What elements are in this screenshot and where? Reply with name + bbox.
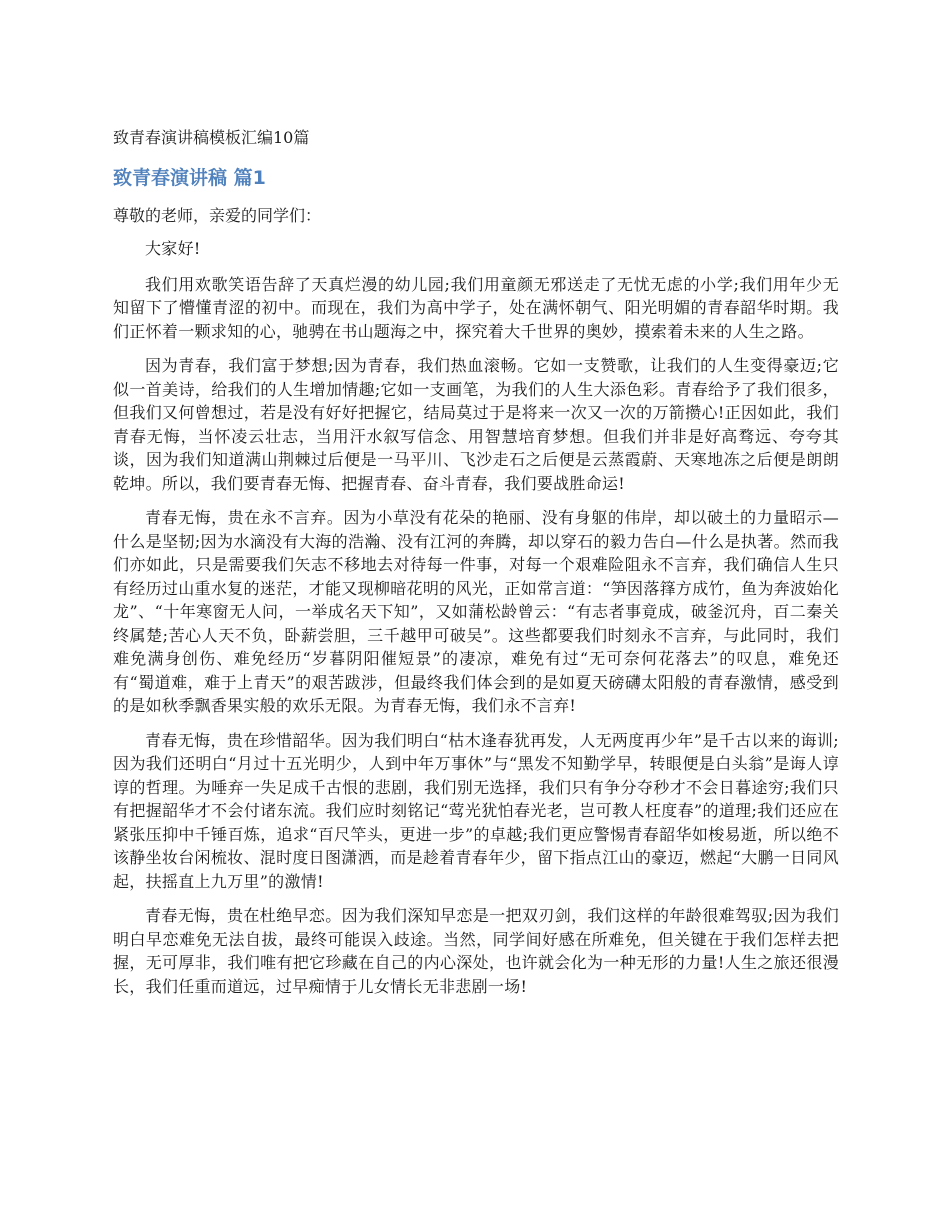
paragraph: 青春无悔，贵在珍惜韶华。因为我们明白“枯木逢春犹再发，人无两度再少年”是千古以来的诲训;因为我们还明白“月过十五光明少，人到中年万事休”与“黑发不知勤学早，转眼便是白头翁”是诲人谆谆的哲理。为唾弃一失足成千古恨的悲剧，我们别无选择，我们只有争分夺秒才不会日暮途穷;我们只有把握韶华才不会付诸东流。我们应时刻铭记“莺光犹怕春光老，岂可教人枉度春”的道理;我们还应在紧张压抑中千锤百炼，追求“百尺竿头，更进一步”的卓越;我们更应警惕青春韶华如梭易逝，所以绝不该静坐妆台闲梳妆、混时度日图潇洒，而是趁着青春年少，留下指点江山的豪迈，燃起“大鹏一日同风起，扶摇直上九万里”的激情!: [113, 730, 839, 891]
document-title: 致青春演讲稿模板汇编10篇: [113, 128, 310, 147]
paragraph: 青春无悔，贵在杜绝早恋。因为我们深知早恋是一把双刃剑，我们这样的年龄很难驾驭;因为我们明白早恋难免无法自拔，最终可能误入歧途。当然，同学间好感在所难免，但关键在于我们怎样去把握，无可厚非，我们唯有把它珍藏在自己的内心深处，也许就会化为一种无形的力量!人生之旅还很漫长，我们任重而道远，过早痴情于儿女情长无非悲剧一场!: [113, 906, 839, 996]
paragraph: 因为青春，我们富于梦想;因为青春，我们热血滚畅。它如一支赞歌，让我们的人生变得豪迈;它似一首美诗，给我们的人生增加情趣;它如一支画笔，为我们的人生大添色彩。青春给予了我们很多，但我们又何曾想过，若是没有好好把握它，结局莫过于是将来一次又一次的万箭攒心!正因如此，我们青春无悔，当怀凌云壮志，当用汗水叙写信念、用智慧培育梦想。但我们并非是好高骛远、夸夸其谈，因为我们知道满山荆棘过后便是一马平川、飞沙走石之后便是云蒸霞蔚、天寒地冻之后便是朗朗乾坤。所以，我们要青春无悔、把握青春、奋斗青春，我们要战胜命运!: [113, 356, 839, 493]
speech-body: [113, 237, 839, 1009]
salutation: 尊敬的老师，亲爱的同学们：: [113, 206, 322, 225]
paragraph: 青春无悔，贵在永不言弃。因为小草没有花朵的艳丽、没有身躯的伟岸，却以破土的力量昭示—什么是坚韧;因为水滴没有大海的浩瀚、没有江河的奔腾，却以穿石的毅力告白—什么是执著。然而我们亦如此，只是需要我们矢志不移地去对待每一件事，对每一个艰难险阻永不言弃，我们确信人生只有经历过山重水复的迷茫，才能又现柳暗花明的风光，正如常言道：“笋因落箨方成竹，鱼为奔波始化龙”、“十年寒窗无人问，一举成名天下知”，又如蒲松龄曾云：“有志者事竟成，破釜沉舟，百二秦关终属楚;苦心人天不负，卧薪尝胆，三千越甲可破吴”。这些都要我们时刻永不言弃，与此同时，我们难免满身创伤、难免经历“岁暮阴阳催短景”的凄凉，难免有过“无可奈何花落去”的叹息，难免还有“蜀道难，难于上青天”的艰苦跋涉，但最终我们体会到的是如夏天磅礴太阳般的青春激情，感受到的是如秋季飘香果实般的欢乐无限。为青春无悔，我们永不言弃!: [113, 508, 839, 715]
paragraph: 我们用欢歌笑语告辞了天真烂漫的幼儿园;我们用童颜无邪送走了无忧无虑的小学;我们用年少无知留下了懵懂青涩的初中。而现在，我们为高中学子，处在满怀朝气、阳光明媚的青春韶华时期。我们正怀着一颗求知的心，驰骋在书山题海之中，探究着大千世界的奥妙，摸索着未来的人生之路。: [113, 274, 839, 341]
section-heading: 致青春演讲稿 篇1: [113, 167, 266, 189]
paragraph-greeting: 大家好!: [145, 239, 201, 258]
